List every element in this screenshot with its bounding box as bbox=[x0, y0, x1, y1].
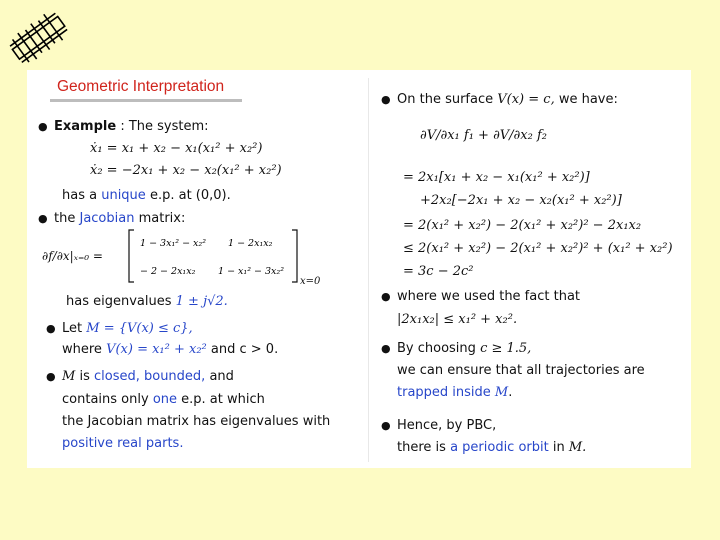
text: where bbox=[62, 342, 102, 357]
m-var: M bbox=[494, 385, 509, 400]
derivation-line-3: = 2(x₁² + x₂²) − 2(x₁² + x₂²)² − 2x₁x₂ bbox=[403, 218, 642, 233]
university-logo bbox=[2, 4, 74, 70]
example-label: Example bbox=[54, 119, 117, 134]
eigenvalue-value: 1 ± j√2. bbox=[175, 294, 228, 309]
unique-line bbox=[62, 188, 231, 204]
bullet: ● bbox=[381, 419, 391, 432]
jacobian-lhs: ∂f/∂x|ₓ₌₀ = bbox=[42, 249, 103, 263]
contains-line bbox=[62, 392, 265, 408]
jacobian-line bbox=[54, 211, 185, 227]
set-m: M = {V(x) ≤ c}, bbox=[86, 321, 193, 336]
equation-2: ẋ₂ = −2x₁ + x₂ − x₂(x₁² + x₂²) bbox=[90, 163, 282, 178]
bullet: ● bbox=[381, 290, 391, 303]
periodic-line bbox=[397, 440, 586, 456]
text: has a bbox=[62, 188, 98, 203]
ensure-line: we can ensure that all trajectories are bbox=[397, 363, 645, 378]
jacobian-matrix bbox=[128, 228, 298, 284]
text: e.p. at (0,0). bbox=[149, 188, 231, 203]
positive-real-parts: positive real parts. bbox=[62, 436, 184, 451]
derivation-line-1: = 2x₁[x₁ + x₂ − x₁(x₁² + x₂²)] bbox=[403, 170, 590, 185]
text: there is bbox=[397, 440, 446, 455]
matrix-cell-12: 1 − 2x₁x₂ bbox=[228, 238, 273, 249]
text: Let bbox=[62, 321, 83, 336]
matrix-cell-22: 1 − x₁² − 3x₂² bbox=[218, 266, 285, 277]
text: is bbox=[79, 369, 90, 384]
surface-eq: V(x) = c, bbox=[497, 92, 555, 107]
m-properties: closed, bounded, bbox=[93, 369, 206, 384]
text: contains only bbox=[62, 392, 149, 407]
bullet: ● bbox=[46, 370, 56, 383]
title-underline bbox=[50, 99, 242, 102]
where-line bbox=[62, 342, 278, 358]
bullet: ● bbox=[38, 120, 48, 133]
trapped-line bbox=[397, 385, 512, 401]
example-text: : The system: bbox=[120, 119, 209, 134]
derivation-line-4: ≤ 2(x₁² + x₂²) − 2(x₁² + x₂²)² + (x₁² + x₂²) bbox=[403, 241, 673, 256]
text: the bbox=[54, 211, 76, 226]
derivation-line-5: = 3c − 2c² bbox=[403, 264, 474, 279]
jacobian-word: Jacobian bbox=[79, 211, 135, 226]
text: On the surface bbox=[397, 92, 494, 107]
bullet: ● bbox=[38, 212, 48, 225]
equation-1: ẋ₁ = x₁ + x₂ − x₁(x₁² + x₂²) bbox=[90, 141, 263, 156]
m-var: M bbox=[62, 369, 76, 384]
text: matrix: bbox=[138, 211, 186, 226]
matrix-cell-11: 1 − 3x₁² − x₂² bbox=[140, 238, 207, 249]
fact-line: where we used the fact that bbox=[397, 289, 581, 304]
m-props-line bbox=[62, 369, 234, 385]
text: in bbox=[552, 440, 565, 455]
trapped-phrase: trapped inside bbox=[397, 385, 491, 400]
periodic-orbit: a periodic orbit bbox=[450, 440, 549, 455]
example-line bbox=[54, 119, 209, 135]
jacobian-eig-line: the Jacobian matrix has eigenvalues with bbox=[62, 414, 331, 429]
fact-inequality: |2x₁x₂| ≤ x₁² + x₂². bbox=[397, 312, 518, 327]
column-divider bbox=[368, 78, 369, 462]
matrix-subscript: x=0 bbox=[300, 276, 321, 287]
let-line bbox=[62, 321, 193, 337]
text: and bbox=[209, 369, 234, 384]
bullet: ● bbox=[381, 342, 391, 355]
text: has eigenvalues bbox=[66, 294, 172, 309]
v-definition: V(x) = x₁² + x₂² bbox=[106, 342, 207, 357]
choose-line bbox=[397, 341, 531, 357]
text: By choosing bbox=[397, 341, 476, 356]
derivative-expression: ∂V/∂x₁ f₁ + ∂V/∂x₂ f₂ bbox=[420, 128, 547, 143]
matrix-cell-21: − 2 − 2x₁x₂ bbox=[140, 266, 196, 277]
text: e.p. at which bbox=[181, 392, 265, 407]
text: . bbox=[508, 385, 513, 400]
bullet: ● bbox=[46, 322, 56, 335]
surface-line bbox=[397, 92, 618, 108]
hence-line: Hence, by PBC, bbox=[397, 418, 497, 433]
bullet: ● bbox=[381, 93, 391, 106]
one-word: one bbox=[152, 392, 178, 407]
choose-eq: c ≥ 1.5, bbox=[480, 341, 532, 356]
slide-title: Geometric Interpretation bbox=[57, 78, 225, 95]
text: and c > 0. bbox=[210, 342, 279, 357]
unique-word: unique bbox=[101, 188, 146, 203]
derivation-line-2: +2x₂[−2x₁ + x₂ − x₂(x₁² + x₂²)] bbox=[420, 193, 622, 208]
m-var: M. bbox=[568, 440, 587, 455]
eigenvalues-line bbox=[66, 294, 228, 310]
text: we have: bbox=[558, 92, 618, 107]
